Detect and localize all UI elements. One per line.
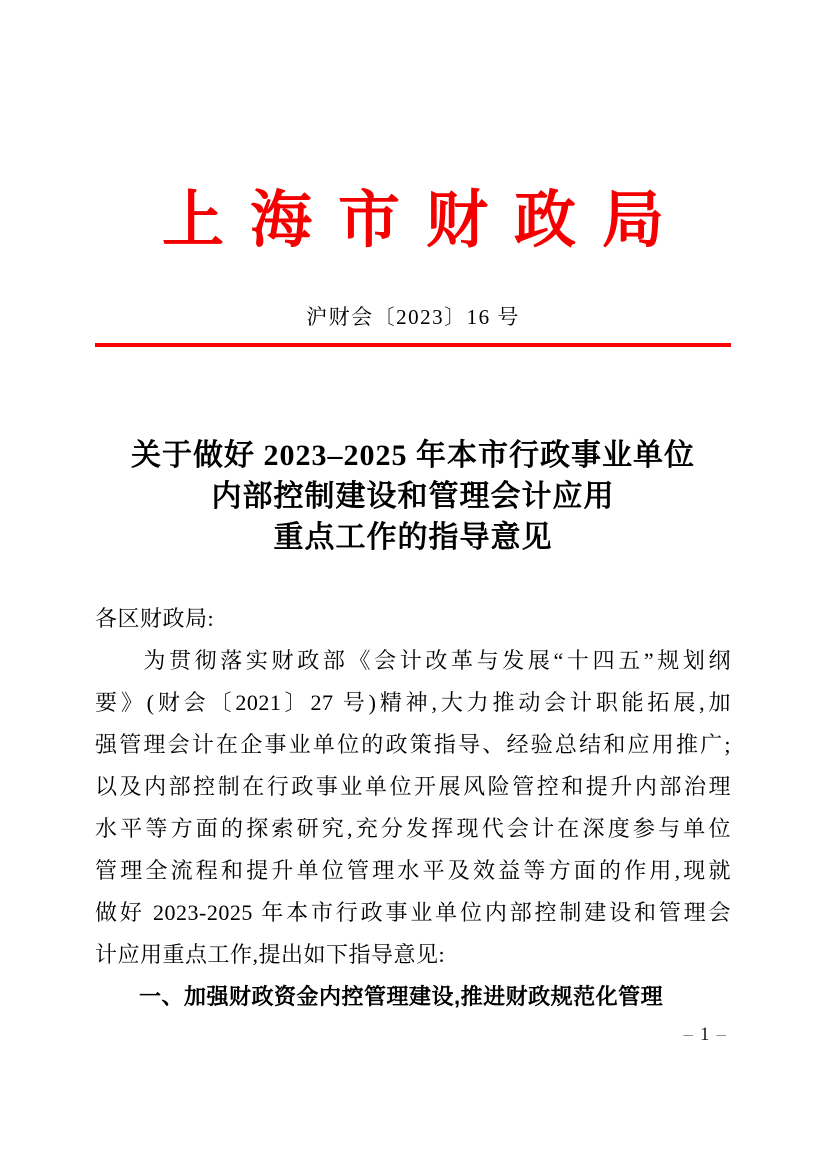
document-number: 沪财会〔2023〕16 号 — [306, 305, 520, 329]
document-body — [95, 598, 731, 1018]
body-line: 强管理会计在企事业单位的政策指导、经验总结和应用推广; — [95, 732, 731, 757]
agency-title: 上海市财政局 — [161, 187, 690, 255]
body-line: 计应用重点工作,提出如下指导意见: — [95, 942, 446, 967]
salutation: 各区财政局: — [95, 606, 215, 631]
body-line: 做好 2023-2025 年本市行政事业单位内部控制建设和管理会 — [95, 900, 731, 925]
document-title-line: 重点工作的指导意见 — [273, 521, 553, 554]
body-line: 以及内部控制在行政事业单位开展风险管控和提升内部治理 — [95, 774, 731, 799]
body-line: 水平等方面的探索研究,充分发挥现代会计在深度参与单位 — [95, 816, 731, 841]
page-number-dash: – — [683, 1024, 693, 1045]
body-line: 为贯彻落实财政部《会计改革与发展“十四五”规划纲 — [143, 648, 731, 673]
page-number-value: 1 — [700, 1024, 710, 1045]
document-title-line: 关于做好 2023–2025 年本市行政事业单位 — [131, 439, 695, 472]
page-number-dash: – — [716, 1024, 726, 1045]
page-content — [95, 186, 731, 1018]
document-title-line: 内部控制建设和管理会计应用 — [211, 480, 615, 513]
page-number — [0, 1023, 826, 1047]
red-divider-rule — [95, 343, 731, 347]
document-title — [95, 435, 731, 558]
body-line: 要》(财会〔2021〕27 号)精神,大力推动会计职能拓展,加 — [95, 690, 731, 715]
section-heading-1: 一、加强财政资金内控管理建设,推进财政规范化管理 — [139, 984, 664, 1009]
body-line: 管理全流程和提升单位管理水平及效益等方面的作用,现就 — [95, 858, 731, 883]
